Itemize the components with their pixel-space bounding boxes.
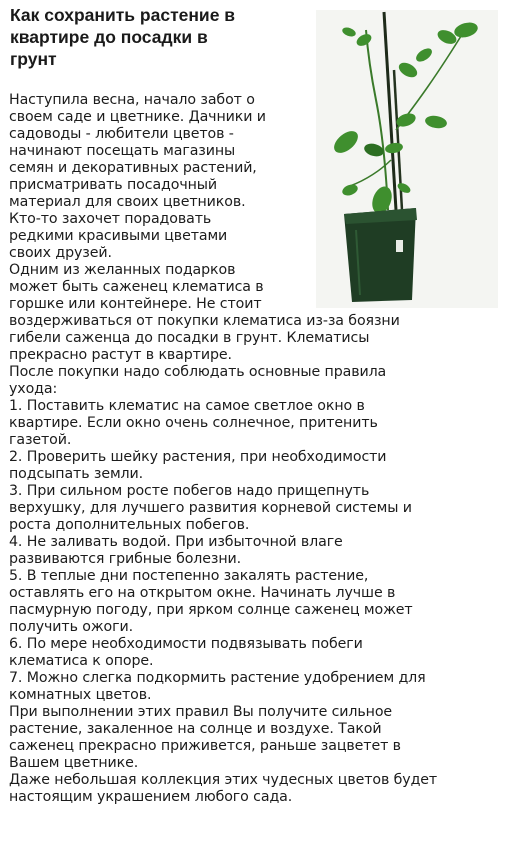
body-line: Вашем цветнике. [9, 755, 139, 771]
body-line: саженец прекрасно приживется, раньше зацветет в [9, 738, 401, 754]
body-line: После покупки надо соблюдать основные правила [9, 364, 387, 380]
body-line: гибели саженца до посадки в грунт. Клематисы [9, 330, 370, 346]
body-line: 6. По мере необходимости подвязывать побеги [9, 636, 363, 652]
body-line: При выполнении этих правил Вы получите сильное [9, 704, 393, 720]
body-line: материал для своих цветников. [9, 194, 246, 210]
body-line: Кто-то захочет порадовать [9, 211, 212, 227]
body-line: клематиса к опоре. [9, 653, 154, 669]
body-line: Даже небольшая коллекция этих чудесных цветов будет [9, 772, 438, 788]
body-line: 4. Не заливать водой. При избыточной влаге [9, 534, 343, 550]
body-line: начинают посещать магазины [9, 143, 236, 159]
body-line: оставлять его на открытом окне. Начинать лучше в [9, 585, 396, 601]
body-line: может быть саженец клематиса в [9, 279, 264, 295]
body-line: редкими красивыми цветами [9, 228, 228, 244]
body-line: газетой. [9, 432, 72, 448]
body-line: 5. В теплые дни постепенно закалять растение, [9, 568, 369, 584]
body-line: садоводы - любители цветов - [9, 126, 234, 142]
body-line: горшке или контейнере. Не стоит [9, 296, 262, 312]
body-line: 3. При сильном росте побегов надо прищепнуть [9, 483, 370, 499]
article-title-line: квартире до посадки в [10, 27, 208, 47]
body-line: 1. Поставить клематис на самое светлое окно в [9, 398, 365, 414]
body-line: прекрасно растут в квартире. [9, 347, 232, 363]
body-line: развиваются грибные болезни. [9, 551, 242, 567]
article-body [9, 92, 509, 806]
body-line: получить ожоги. [9, 619, 133, 635]
body-line: своем саде и цветнике. Дачники и [9, 109, 266, 125]
body-line: Одним из желанных подарков [9, 262, 236, 278]
body-line: квартире. Если окно очень солнечное, притенить [9, 415, 378, 431]
body-line: роста дополнительных побегов. [9, 517, 250, 533]
body-line: 2. Проверить шейку растения, при необходимости [9, 449, 387, 465]
body-line: верхушку, для лучшего развития корневой системы и [9, 500, 412, 516]
body-line: ухода: [9, 381, 58, 397]
body-line: своих друзей. [9, 245, 112, 261]
body-line: настоящим украшением любого сада. [9, 789, 293, 805]
body-line: растение, закаленное на солнце и воздухе. Такой [9, 721, 382, 737]
body-line: присматривать посадочный [9, 177, 218, 193]
body-line: пасмурную погоду, при ярком солнце саженец может [9, 602, 413, 618]
article-title-line: грунт [10, 49, 57, 69]
body-line: Наступила весна, начало забот о [9, 92, 255, 108]
body-line: воздерживаться от покупки клематиса из-за боязни [9, 313, 400, 329]
article-title-line: Как сохранить растение в [10, 5, 236, 25]
article-title [10, 4, 308, 70]
body-line: подсыпать земли. [9, 466, 144, 482]
body-line: 7. Можно слегка подкормить растение удобрением для [9, 670, 426, 686]
body-line: семян и декоративных растений, [9, 160, 257, 176]
body-line: комнатных цветов. [9, 687, 152, 703]
